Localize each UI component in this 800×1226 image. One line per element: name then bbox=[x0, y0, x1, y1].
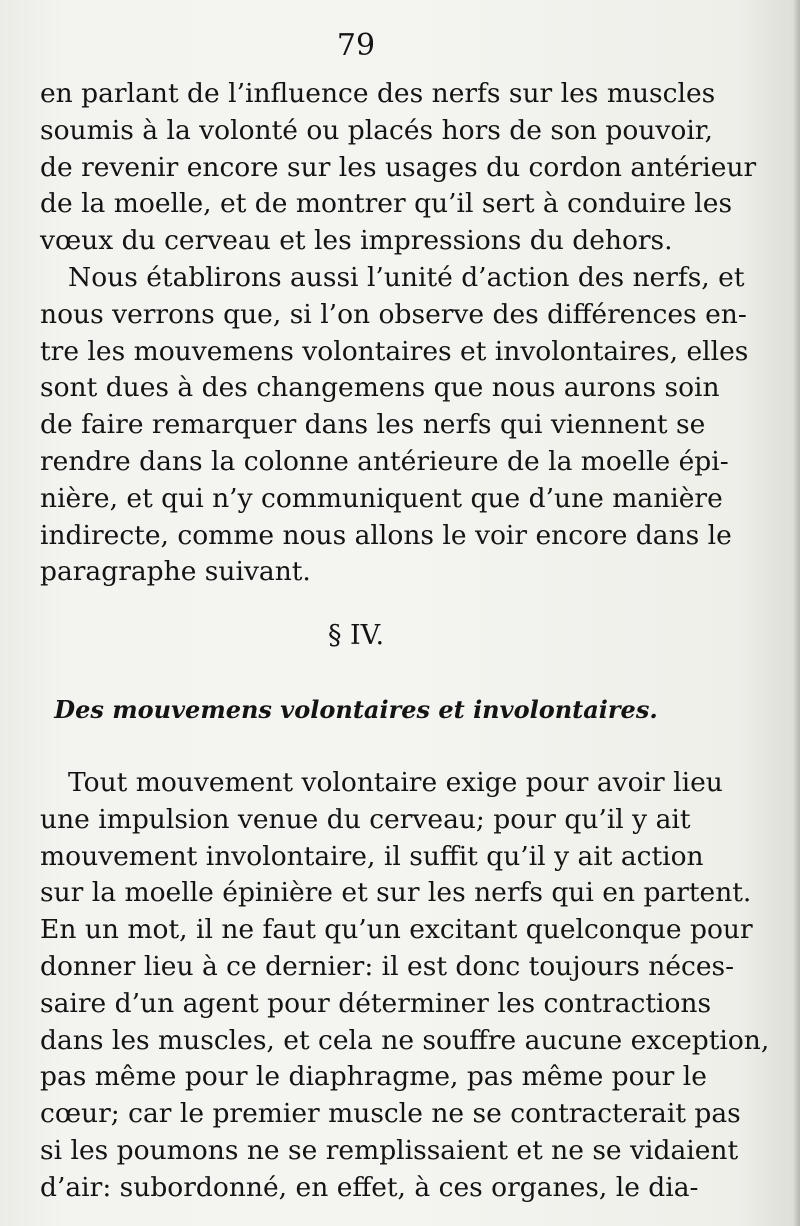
text-line: Tout mouvement volontaire exige pour avoir lieu bbox=[68, 767, 723, 798]
section-heading: § IV. bbox=[327, 620, 385, 651]
text-line: paragraphe suivant. bbox=[40, 556, 311, 588]
text-line: nous verrons que, si l’on observe des différences en- bbox=[40, 298, 747, 330]
text-line: cœur; car le premier muscle ne se contracterait pas bbox=[40, 1098, 741, 1130]
text-line: vœux du cerveau et les impressions du dehors. bbox=[40, 225, 673, 257]
text-line: dans les muscles, et cela ne souffre aucune exception, bbox=[40, 1024, 770, 1056]
text-line: indirecte, comme nous allons le voir encore dans le bbox=[40, 519, 732, 551]
text-line: saire d’un agent pour déterminer les contractions bbox=[40, 987, 712, 1019]
text-line: en parlant de l’influence des nerfs sur les muscles bbox=[40, 78, 716, 109]
text-line: donner lieu à ce dernier: il est donc toujours néces- bbox=[40, 950, 735, 982]
lower-text-block bbox=[40, 765, 770, 1207]
text-line: de faire remarquer dans les nerfs qui viennent se bbox=[40, 409, 706, 441]
text-line: sont dues à des changemens que nous aurons soin bbox=[40, 372, 720, 404]
text-line: rendre dans la colonne antérieure de la moelle épi- bbox=[40, 445, 729, 477]
text-line: pas même pour le diaphragme, pas même pour le bbox=[40, 1061, 707, 1093]
text-line: de la moelle, et de montrer qu’il sert à conduire les bbox=[40, 188, 733, 220]
upper-text-block bbox=[40, 76, 757, 591]
text-line: de revenir encore sur les usages du cordon antérieur bbox=[40, 151, 757, 183]
paragraph bbox=[40, 765, 770, 1207]
text-line: soumis à la volonté ou placés hors de son pouvoir, bbox=[40, 114, 713, 146]
paragraph-continued bbox=[40, 76, 757, 260]
page-edge-shadow bbox=[793, 0, 800, 1226]
text-line: En un mot, il ne faut qu’un excitant quelconque pour bbox=[40, 914, 753, 946]
text-line: Nous établirons aussi l’unité d’action des nerfs, et bbox=[68, 261, 745, 293]
text-line: si les poumons ne se remplissaient et ne se vidaient bbox=[40, 1134, 739, 1166]
text-line: d’air: subordonné, en effet, à ces organes, le dia- bbox=[40, 1171, 699, 1203]
text-line: tre les mouvemens volontaires et involontaires, elles bbox=[40, 335, 749, 367]
section-title: Des mouvemens volontaires et involontaires. bbox=[54, 695, 658, 724]
text-line: mouvement involontaire, il suffit qu’il y ait action bbox=[40, 840, 704, 872]
text-line: sur la moelle épinière et sur les nerfs qui en partent. bbox=[40, 877, 752, 909]
page-number: 79 bbox=[336, 28, 376, 63]
text-line: une impulsion venue du cerveau; pour qu’il y ait bbox=[40, 803, 691, 835]
paragraph bbox=[40, 260, 749, 591]
text-line: nière, et qui n’y communiquent que d’une manière bbox=[40, 482, 723, 514]
